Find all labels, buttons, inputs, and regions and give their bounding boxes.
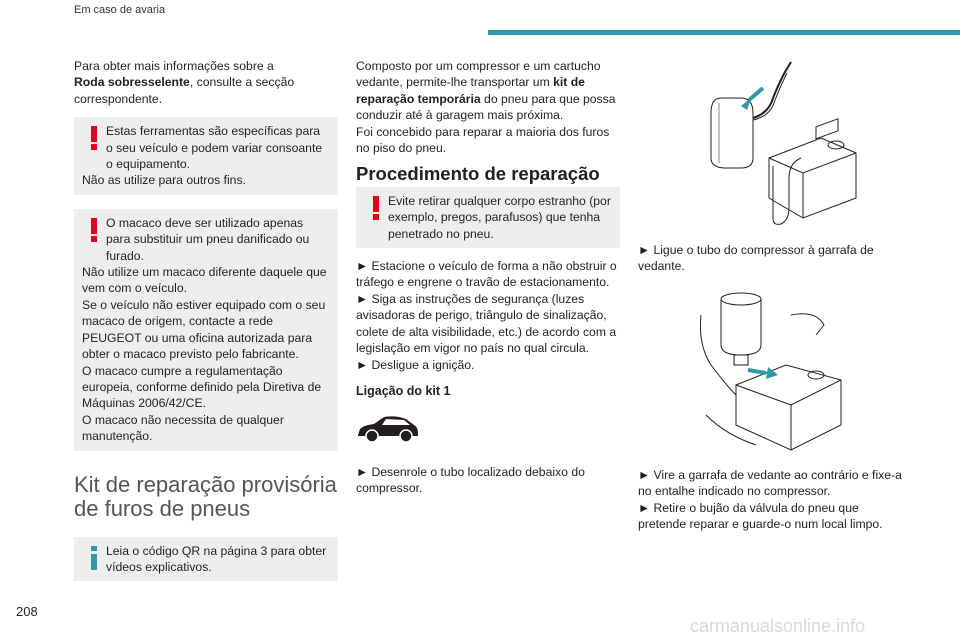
warning-box-tools	[74, 117, 338, 195]
jack-warning-1: O macaco deve ser utilizado apenas para substituir um pneu danificado ou furado.	[106, 215, 310, 263]
warning-box-foreign-body	[356, 187, 620, 248]
car-silhouette-icon	[356, 413, 420, 443]
warning-box-jack	[74, 209, 338, 451]
column-right	[638, 58, 904, 532]
step-safety: ► Siga as instruções de segurança (luzes avisadoras de perigo, triângulo de sinalização, colete de alta visibilidade, etc.) de acordo com a legislação em vigor no país no qual circula.	[356, 291, 617, 356]
step-park: ► Estacione o veículo de forma a não obstruir o tráfego e engrene o travão de estacionamento.	[356, 259, 617, 290]
foreign-body-warning: Evite retirar qualquer corpo estranho (por exemplo, pregos, parafusos) que tenha penetrado no pneu.	[388, 193, 611, 241]
page-number: 208	[16, 604, 38, 619]
kit-desc-a: Composto por um compressor e um cartucho vedante, permite-lhe transportar um	[356, 59, 601, 90]
header-accent-bar	[488, 30, 960, 35]
warning-exclamation-icon	[86, 218, 102, 242]
jack-warning-4: O macaco cumpre a regulamentação europeia, conforme definido pela Diretiva de Máquinas 2006/42/CE.	[82, 363, 322, 411]
jack-warning-2: Não utilize um macaco diferente daquele que vem com o veículo.	[82, 265, 327, 296]
info-text: Leia o código QR na página 3 para obter vídeos explicativos.	[106, 543, 327, 574]
procedure-title: Procedimento de reparação	[356, 163, 600, 185]
page-header-title: Em caso de avaria	[74, 4, 166, 16]
column-middle	[356, 58, 620, 497]
warning-text-2: Não as utilize para outros fins.	[82, 173, 246, 188]
warning-text-1: Estas ferramentas são específicas para o seu veículo e podem variar consoante o equipamento.	[106, 124, 323, 172]
step-invert-bottle: ► Vire a garrafa de vedante ao contrário e fixe-a no entalhe indicado no compressor.	[638, 467, 902, 499]
kit-connection-title: Ligação do kit 1	[356, 383, 451, 398]
intro-bold: Roda sobresselente	[74, 75, 190, 90]
jack-warning-3: Se o veículo não estiver equipado com o seu macaco de origem, contacte a rede PEUGEOT ou uma oficina autorizada para obter o macaco previsto pelo fabricante.	[82, 297, 326, 362]
step-ignition: ► Desligue a ignição.	[356, 357, 475, 372]
section-title: Kit de reparação provisória de furos de pneus	[74, 471, 337, 521]
compressor-tube-illustration	[681, 58, 861, 228]
intro-text-a: Para obter mais informações sobre a	[74, 59, 274, 73]
step-connect-tube: ► Ligue o tubo do compressor à garrafa de vedante.	[638, 243, 874, 274]
kit-purpose: Foi concebido para reparar a maioria dos furos no piso do pneu.	[356, 124, 610, 156]
kit-description	[356, 58, 620, 124]
warning-exclamation-icon	[368, 196, 384, 220]
intro-paragraph	[74, 58, 338, 107]
sealant-bottle-illustration	[696, 285, 846, 455]
kit-desc-b: do pneu para que possa conduzir até à garagem mais próxima.	[356, 91, 616, 123]
info-icon	[86, 546, 102, 570]
jack-warning-5: O macaco não necessita de qualquer manutenção.	[82, 412, 284, 444]
column-left	[74, 58, 338, 581]
watermark: carmanualsonline.info	[690, 616, 866, 636]
kit-desc-bold: kit de reparação temporária	[356, 75, 585, 106]
step-unroll-tube: ► Desenrole o tubo localizado debaixo do compressor.	[356, 464, 585, 496]
info-box-qr	[74, 537, 338, 582]
intro-text-b: , consulte a secção correspondente.	[74, 75, 295, 106]
warning-exclamation-icon	[86, 126, 102, 150]
step-remove-cap: ► Retire o bujão da válvula do pneu que pretende reparar e guarde-o num local limpo.	[638, 500, 883, 532]
